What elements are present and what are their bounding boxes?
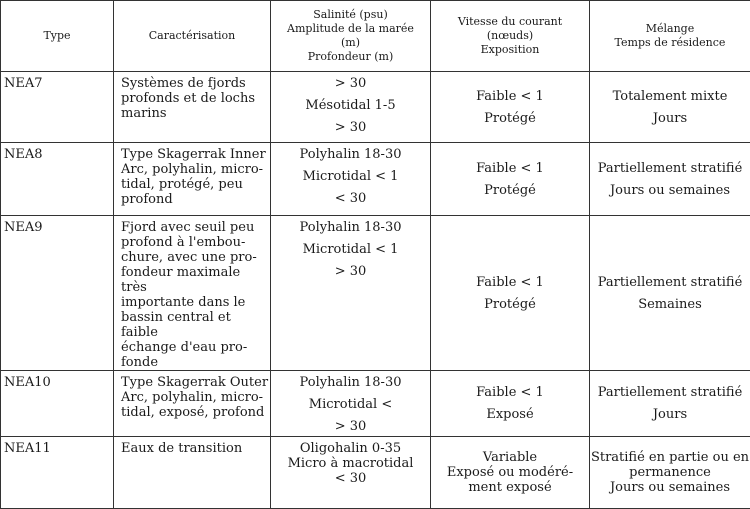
mixing-line: Jours ou semaines [590,183,750,198]
cell-type [1,371,114,437]
cell-type [1,216,114,371]
char-line: profonds et de lochs [121,91,270,106]
table-row [1,437,750,509]
char-line: échange d'eau pro- [121,340,270,355]
cell-mixing [590,143,750,216]
char-line: Type Skagerrak Outer [121,375,270,390]
table-row [1,371,750,437]
header-current-line: (nœuds) [431,29,589,43]
char-line: fonde [121,355,270,370]
header-row [1,1,750,72]
cell-salinity [271,437,431,509]
cell-characterisation [114,72,271,143]
char-line: fondeur maximale très [121,265,270,295]
char-line: Arc, polyhalin, micro- [121,162,270,177]
mixing-line: Totalement mixte [590,89,750,104]
header-salinity [271,1,431,72]
type-code: NEA10 [4,375,51,390]
mixing-line: Partiellement stratifié [590,275,750,290]
current-line: Faible < 1 [431,89,589,104]
mixing-line: Jours [590,407,750,422]
char-line: Arc, polyhalin, micro- [121,390,270,405]
current-line: Protégé [431,183,589,198]
salinity-line: Mésotidal 1-5 [271,98,430,113]
cell-characterisation [114,216,271,371]
table-row [1,216,750,371]
salinity-line: Oligohalin 0-35 [271,441,430,456]
char-line: marins [121,106,270,121]
cell-current [431,72,590,143]
table-row [1,143,750,216]
header-mixing-line: Mélange [590,22,750,36]
mixing-line: permanence [590,465,750,480]
type-code: NEA8 [4,147,43,162]
cell-type [1,143,114,216]
header-mixing-line: Temps de résidence [590,36,750,50]
cell-type [1,437,114,509]
header-salinity-line: (m) [271,36,430,50]
header-current-line: Vitesse du courant [431,15,589,29]
mixing-line: Stratifié en partie ou en [590,450,750,465]
salinity-line: Microtidal < [271,397,430,412]
cell-mixing [590,72,750,143]
current-line: Faible < 1 [431,161,589,176]
cell-current [431,371,590,437]
char-line: Fjord avec seuil peu [121,220,270,235]
cell-type [1,72,114,143]
salinity-line: > 30 [271,76,430,91]
cell-salinity [271,371,431,437]
mixing-line: Jours [590,111,750,126]
char-line: profond à l'embou- [121,235,270,250]
current-line: Exposé ou modéré- [431,465,589,480]
salinity-line: > 30 [271,120,430,135]
salinity-line: Microtidal < 1 [271,169,430,184]
salinity-line: Microtidal < 1 [271,242,430,257]
char-line: Eaux de transition [121,441,270,456]
salinity-line: Polyhalin 18-30 [271,220,430,235]
mixing-line: Partiellement stratifié [590,385,750,400]
table-row [1,72,750,143]
cell-current [431,216,590,371]
char-line: bassin central et faible [121,310,270,340]
header-characterisation [114,1,271,72]
cell-current [431,143,590,216]
header-salinity-line: Salinité (psu) [271,8,430,22]
current-line: Variable [431,450,589,465]
cell-salinity [271,143,431,216]
current-line: Faible < 1 [431,385,589,400]
char-line: chure, avec une pro- [121,250,270,265]
type-code: NEA7 [4,76,43,91]
salinity-line: < 30 [271,191,430,206]
salinity-line: Polyhalin 18-30 [271,147,430,162]
current-line: Exposé [431,407,589,422]
header-current-line: Exposition [431,43,589,57]
salinity-line: < 30 [271,471,430,486]
mixing-line: Jours ou semaines [590,480,750,495]
type-code: NEA11 [4,441,51,456]
cell-current [431,437,590,509]
cell-mixing [590,371,750,437]
cell-characterisation [114,143,271,216]
salinity-line: Micro à macrotidal [271,456,430,471]
header-salinity-line: Profondeur (m) [271,50,430,64]
type-code: NEA9 [4,220,43,235]
current-line: Protégé [431,111,589,126]
cell-mixing [590,437,750,509]
char-line: Type Skagerrak Inner [121,147,270,162]
cell-characterisation [114,437,271,509]
char-line: importante dans le [121,295,270,310]
char-line: Systèmes de fjords [121,76,270,91]
salinity-line: > 30 [271,264,430,279]
header-salinity-line: Amplitude de la marée [271,22,430,36]
mixing-line: Partiellement stratifié [590,161,750,176]
current-line: ment exposé [431,480,589,495]
header-mixing [590,1,750,72]
current-line: Faible < 1 [431,275,589,290]
char-line: profond [121,192,270,207]
char-line: tidal, exposé, profond [121,405,270,420]
header-type-label: Type [43,29,70,42]
cell-characterisation [114,371,271,437]
char-line: tidal, protégé, peu [121,177,270,192]
cell-salinity [271,216,431,371]
header-current [431,1,590,72]
cell-salinity [271,72,431,143]
salinity-line: Polyhalin 18-30 [271,375,430,390]
header-type [1,1,114,72]
salinity-line: > 30 [271,419,430,434]
header-char-label: Caractérisation [149,29,236,42]
current-line: Protégé [431,297,589,312]
cell-mixing [590,216,750,371]
mixing-line: Semaines [590,297,750,312]
